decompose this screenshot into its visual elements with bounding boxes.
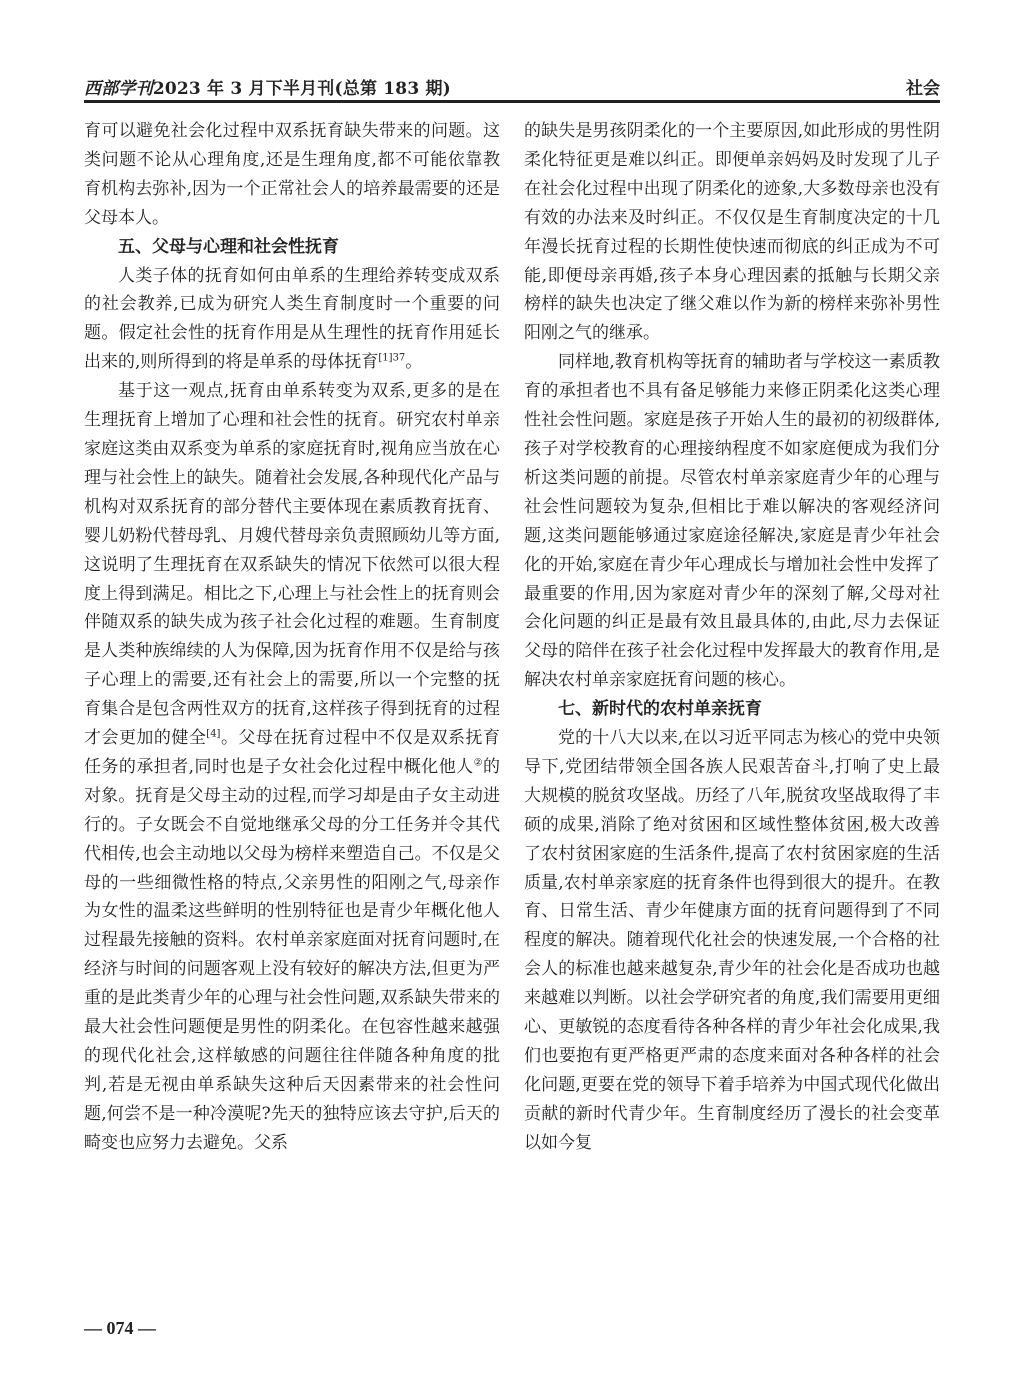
paragraph-text: 基于这一观点,抚育由单系转变为双系,更多的是在生理抚育上增加了心理和社会性的抚育。研究农村单亲家庭这类由双系变为单系的家庭抚育时,视角应当放在心理与社会性上的缺失。随着社会发展,各种现代化产品与机构对双系抚育的部分替代主要体现在素质教育抚育、婴儿奶粉代替母乳、月嫂代替母亲负责照顾幼儿等方面,这说明了生理抚育在双系缺失的情况下依然可以很大程度上得到满足。相比之下,心理上与社会性上的抚育则会伴随双系的缺失成为孩子社会化过程的难题。生育制度是人类种族绵续的人为保障,因为抚育作用不仅是给与孩子心理上的需要,还有社会上的需要,所以一个完整的抚育集合是包含两性双方的抚育,这样孩子得到抚育的过程才会更加的健全 — [84, 381, 500, 749]
section-heading: 五、父母与心理和社会性抚育 — [118, 236, 339, 257]
paragraph-text: 的对象。抚育是父母主动的过程,而学习却是由子女主动进行的。子女既会不自觉地继承父母的分工任务并令其代代相传,也会主动地以父母为榜样来塑造自己。不仅是父母的一些细微性格的特点,父亲男性的阳刚之气,母亲作为女性的温柔这些鲜明的性别特征也是青少年概化他人过程最先接触的资料。农村单亲家庭面对抚育问题时,在经济与时间的问题客观上没有较好的解决方法,但更为严重的是此类青少年的心理与社会性问题,双系缺失带来的最大社会性问题便是男性的阴柔化。在包容性越来越强的现代化社会,这样敏感的问题往往伴随各种角度的批判,若是无视由单系缺失这种后天因素带来的社会性问题,何尝不是一种冷漠呢?先天的独特应该去守护,后天的畸变也应努力去避免。父系 — [84, 756, 501, 1153]
paragraph: 同样地,教育机构等抚育的辅助者与学校这一素质教育的承担者也不具有备足够能力来修正阴柔化这类心理性社会性问题。家庭是孩子开始人生的最初的初级群体,孩子对学校教育的心理接纳程度不如家庭便成为我们分析这类问题的前提。尽管农村单亲家庭青少年的心理与社会性问题较为复杂,但相比于难以解决的客观经济问题,这类问题能够通过家庭途径解决,家庭是青少年社会化的开始,家庭在青少年心理成长与增加社会性中发挥了最重要的作用,因为家庭对青少年的深刻了解,父母对社会化问题的纠正是最有效且最具体的,由此,尽力去保证父母的陪伴在孩子社会化过程中发挥最大的教育作用,是解决农村单亲家庭抚育问题的核心。 — [524, 352, 940, 691]
paragraph: 党的十八大以来,在以习近平同志为核心的党中央领导下,党团结带领全国各族人民艰苦奋斗,打响了史上最大规模的脱贫攻坚战。历经了八年,脱贫攻坚战取得了丰硕的成果,消除了绝对贫困和区域性整体贫困,极大改善了农村贫困家庭的生活条件,提高了农村贫困家庭的生活质量,农村单亲家庭的抚育条件也得到很大的提升。在教育、日常生活、青少年健康方面的抚育问题得到了不同程度的解决。随着现代化社会的快速发展,一个合格的社会人的标准也越来越复杂,青少年的社会化是否成功也越来越难以判断。以社会学研究者的角度,我们需要用更细心、更敏锐的态度看待各种各样的青少年社会化成果,我们也要抱有更严格更严肃的态度来面对各种各样的社会化问题,更要在党的领导下着手培养为中国式现代化做出贡献的新时代青少年。生育制度经历了漫长的社会变革以如今复 — [524, 728, 940, 1153]
paragraph: 的缺失是男孩阴柔化的一个主要原因,如此形成的男性阴柔化特征更是难以纠正。即便单亲妈妈及时发现了儿子在社会化过程中出现了阴柔化的迹象,大多数母亲也没有有效的办法来及时纠正。不仅仅是生育制度决定的十几年漫长抚育过程的长期性使快速而彻底的纠正成为不可能,即便母亲再婚,孩子本身心理因素的抵触与长期父亲榜样的缺失也决定了继父难以作为新的榜样来弥补男性阳刚之气的继承。 — [524, 121, 940, 344]
journal-logo: 西部学刊 — [84, 79, 153, 99]
left-column — [84, 117, 500, 1158]
citation: [1]37 — [378, 352, 406, 364]
section-heading: 七、新时代的农村单亲抚育 — [558, 699, 762, 720]
page-number: — 074 — — [84, 1318, 156, 1338]
journal-title — [84, 74, 451, 99]
paragraph — [84, 262, 500, 378]
issue-info: 2023 年 3 月下半月刊(总第 183 期) — [152, 79, 451, 99]
paragraph — [84, 377, 500, 1157]
paragraph-text: 人类子体的抚育如何由单系的生理给养转变成双系的社会教养,已成为研究人类生育制度时一个重要的问题。假定社会性的抚育作用是从生理性的抚育作用延长出来的,则所得到的将是单系的母体抚育 — [84, 265, 500, 373]
section-label: 社会 — [906, 79, 940, 99]
footnote-marker: ② — [473, 757, 484, 769]
paragraph: 育可以避免社会化过程中双系抚育缺失带来的问题。这类问题不论从心理角度,还是生理角度,都不可能依靠教育机构去弥补,因为一个正常社会人的培养最需要的还是父母本人。 — [84, 121, 500, 228]
paragraph-text: 。 — [405, 352, 423, 373]
paragraph-text: 。父母在抚育过程中不仅是双系抚育任务的承担者,同时也是子女社会化过程中概化他人 — [84, 728, 501, 777]
citation: [4] — [206, 728, 221, 740]
right-column — [524, 117, 940, 1158]
page-header — [84, 70, 940, 103]
